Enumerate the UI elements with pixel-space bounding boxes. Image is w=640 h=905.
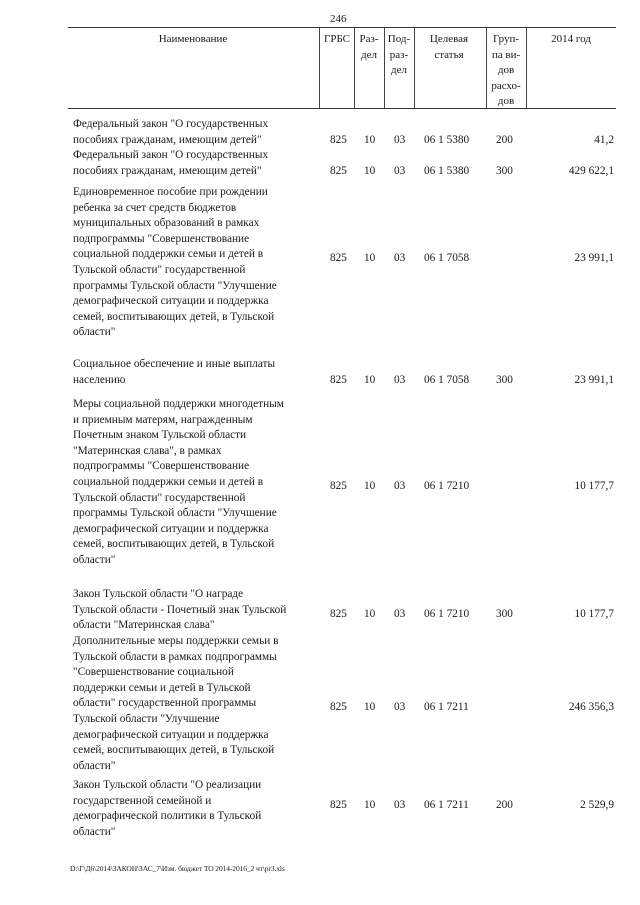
grbs-cell: 825 <box>330 480 347 492</box>
row-name-line: области" <box>73 326 116 339</box>
file-path-footer: D:\Г\Д6\2014\ЗАКОН\ЗАС_7\Изм. бюджет ТО 2014-2016_2 чт\pr3.xls <box>70 864 285 873</box>
row-name-line: Дополнительные меры поддержки семьи в <box>73 635 279 647</box>
podrazdel-cell: 03 <box>394 607 406 620</box>
sum-cell: 10 177,7 <box>574 480 614 492</box>
sum-cell: 246 356,3 <box>568 701 614 714</box>
row-name-line: области" <box>73 759 116 772</box>
header-year: 2014 год <box>551 33 591 45</box>
row-name <box>73 778 323 840</box>
header-cs <box>414 32 484 63</box>
row-name <box>73 587 323 634</box>
row-name-line: населению <box>73 373 126 386</box>
header-vid <box>486 32 526 110</box>
header-vid-line: дов <box>497 95 515 107</box>
vid-cell: 200 <box>496 133 513 146</box>
row-name-line: Тульской области" государственной <box>73 491 246 504</box>
row-name-line: Закон Тульской области "О награде <box>73 588 244 600</box>
header-razdel-line: дел <box>361 48 377 61</box>
row-name-line: подпрограммы "Совершенствование <box>73 460 250 473</box>
header-razdel <box>354 32 384 63</box>
sum-cell: 41,2 <box>594 133 614 146</box>
row-name-line: Почетным знаком Тульской области <box>73 429 247 442</box>
row-name-line: пособиях гражданам, имеющим детей" <box>73 164 262 177</box>
vid-cell: 300 <box>496 607 513 620</box>
podrazdel-cell: 03 <box>394 480 406 492</box>
row-name-line: области" <box>73 825 116 838</box>
row-name-line: поддержки семьи и детей в Тульской <box>73 681 251 694</box>
header-divider <box>384 27 385 108</box>
row-name-line: области "Материнская слава" <box>73 619 215 632</box>
sum-cell: 2 529,9 <box>580 798 614 811</box>
grbs-cell: 825 <box>330 798 347 811</box>
cs-cell: 06 1 7211 <box>424 701 469 714</box>
row-name-line: Тульской области "Улучшение <box>73 712 220 725</box>
header-vid-line: расхо- <box>491 79 521 92</box>
row-name-line: демографической ситуации и поддержка <box>73 295 269 308</box>
header-name: Наименование <box>158 33 228 45</box>
sum-cell: 23 991,1 <box>574 252 614 265</box>
header-cs-line: Целевая <box>429 33 469 45</box>
vid-cell: 200 <box>496 798 513 811</box>
row-name-line: демографической ситуации и поддержка <box>73 522 269 535</box>
row-name-line: "Материнская слава", в рамках <box>73 444 222 457</box>
podrazdel-cell: 03 <box>394 164 406 177</box>
sum-cell: 10 177,7 <box>574 607 614 620</box>
row-name-line: демографической ситуации и поддержка <box>73 728 269 741</box>
razdel-cell: 10 <box>364 133 376 146</box>
razdel-cell: 10 <box>364 701 376 714</box>
vid-cell: 300 <box>496 373 513 386</box>
header-podrazdel-line: дел <box>391 64 407 76</box>
header-grbs: ГРБС <box>323 33 351 45</box>
sum-cell: 23 991,1 <box>574 373 614 386</box>
grbs-cell: 825 <box>330 133 347 146</box>
razdel-cell: 10 <box>364 607 376 620</box>
row-name-line: семей, воспитывающих детей, в Тульской <box>73 538 275 551</box>
row-name-line: "Совершенствование социальной <box>73 666 234 679</box>
row-name-line: Социальное обеспечение и иные выплаты <box>73 358 276 370</box>
row-name-line: программы Тульской области "Улучшение <box>73 507 277 520</box>
podrazdel-cell: 03 <box>394 798 406 811</box>
row-name <box>73 148 323 179</box>
header-divider <box>486 27 487 108</box>
grbs-cell: 825 <box>330 607 347 620</box>
row-name <box>73 634 323 774</box>
row-name-line: Федеральный закон "О государственных <box>73 118 269 130</box>
table-header <box>68 27 616 109</box>
row-name-line: и приемным матерям, награжденным <box>73 413 253 426</box>
row-name-line: подпрограммы "Совершенствование <box>73 232 250 245</box>
podrazdel-cell: 03 <box>394 373 406 386</box>
cs-cell: 06 1 7058 <box>424 373 470 386</box>
header-divider <box>414 27 415 108</box>
row-name-line: Тульской области в рамках подпрограммы <box>73 650 277 663</box>
row-name-line: Закон Тульской области "О реализации <box>73 779 262 791</box>
header-vid-line: дов <box>497 64 515 76</box>
page-number: 246 <box>330 13 347 25</box>
razdel-cell: 10 <box>364 480 376 492</box>
row-name-line: социальной поддержки семьи и детей в <box>73 475 264 488</box>
podrazdel-cell: 03 <box>394 252 406 265</box>
grbs-cell: 825 <box>330 701 347 714</box>
cs-cell: 06 1 7211 <box>424 798 469 811</box>
row-name-line: области" государственной программы <box>73 697 257 710</box>
row-name-line: Тульской области - Почетный знак Тульской <box>73 603 287 616</box>
row-name-line: муниципальных образований в рамках <box>73 217 260 230</box>
row-name-line: программы Тульской области "Улучшение <box>73 279 277 292</box>
grbs-cell: 825 <box>330 164 347 177</box>
row-name-line: ребенка за счет средств бюджетов <box>73 201 237 214</box>
row-name-line: семей, воспитывающих детей, в Тульской <box>73 744 275 757</box>
header-vid-line: Груп- <box>492 33 520 45</box>
row-name <box>73 397 323 569</box>
header-cs-line: статья <box>434 48 464 61</box>
row-name <box>73 117 323 148</box>
header-divider <box>526 27 527 108</box>
row-name-line: Единовременное пособие при рождении <box>73 186 268 198</box>
row-name-line: социальной поддержки семьи и детей в <box>73 248 264 261</box>
sum-cell: 429 622,1 <box>568 164 614 177</box>
header-divider <box>354 27 355 108</box>
razdel-cell: 10 <box>364 252 376 265</box>
header-vid-line: па ви- <box>491 48 521 61</box>
razdel-cell: 10 <box>364 798 376 811</box>
cs-cell: 06 1 7210 <box>424 480 470 492</box>
row-name-line: государственной семейной и <box>73 794 212 807</box>
cs-cell: 06 1 7210 <box>424 607 470 620</box>
row-name-line: Федеральный закон "О государственных <box>73 149 269 161</box>
razdel-cell: 10 <box>364 164 376 177</box>
vid-cell: 300 <box>496 164 513 177</box>
row-name-line: пособиях гражданам, имеющим детей" <box>73 133 262 146</box>
grbs-cell: 825 <box>330 373 347 386</box>
cs-cell: 06 1 7058 <box>424 252 470 265</box>
row-name <box>73 185 323 341</box>
header-razdel-line: Раз- <box>359 33 379 45</box>
row-name-line: семей, воспитывающих детей, в Тульской <box>73 310 275 323</box>
row-name-line: Меры социальной поддержки многодетным <box>73 398 284 410</box>
header-divider <box>319 27 320 108</box>
row-name-line: демографической политики в Тульской <box>73 810 262 823</box>
header-podrazdel-line: раз- <box>389 48 409 61</box>
razdel-cell: 10 <box>364 373 376 386</box>
podrazdel-cell: 03 <box>394 701 406 714</box>
grbs-cell: 825 <box>330 252 347 265</box>
header-podrazdel <box>384 32 414 79</box>
row-name-line: области" <box>73 553 116 566</box>
row-name <box>73 357 323 388</box>
row-name-line: Тульской области" государственной <box>73 263 246 276</box>
cs-cell: 06 1 5380 <box>424 164 470 177</box>
header-podrazdel-line: Под- <box>387 33 411 45</box>
cs-cell: 06 1 5380 <box>424 133 470 146</box>
podrazdel-cell: 03 <box>394 133 406 146</box>
